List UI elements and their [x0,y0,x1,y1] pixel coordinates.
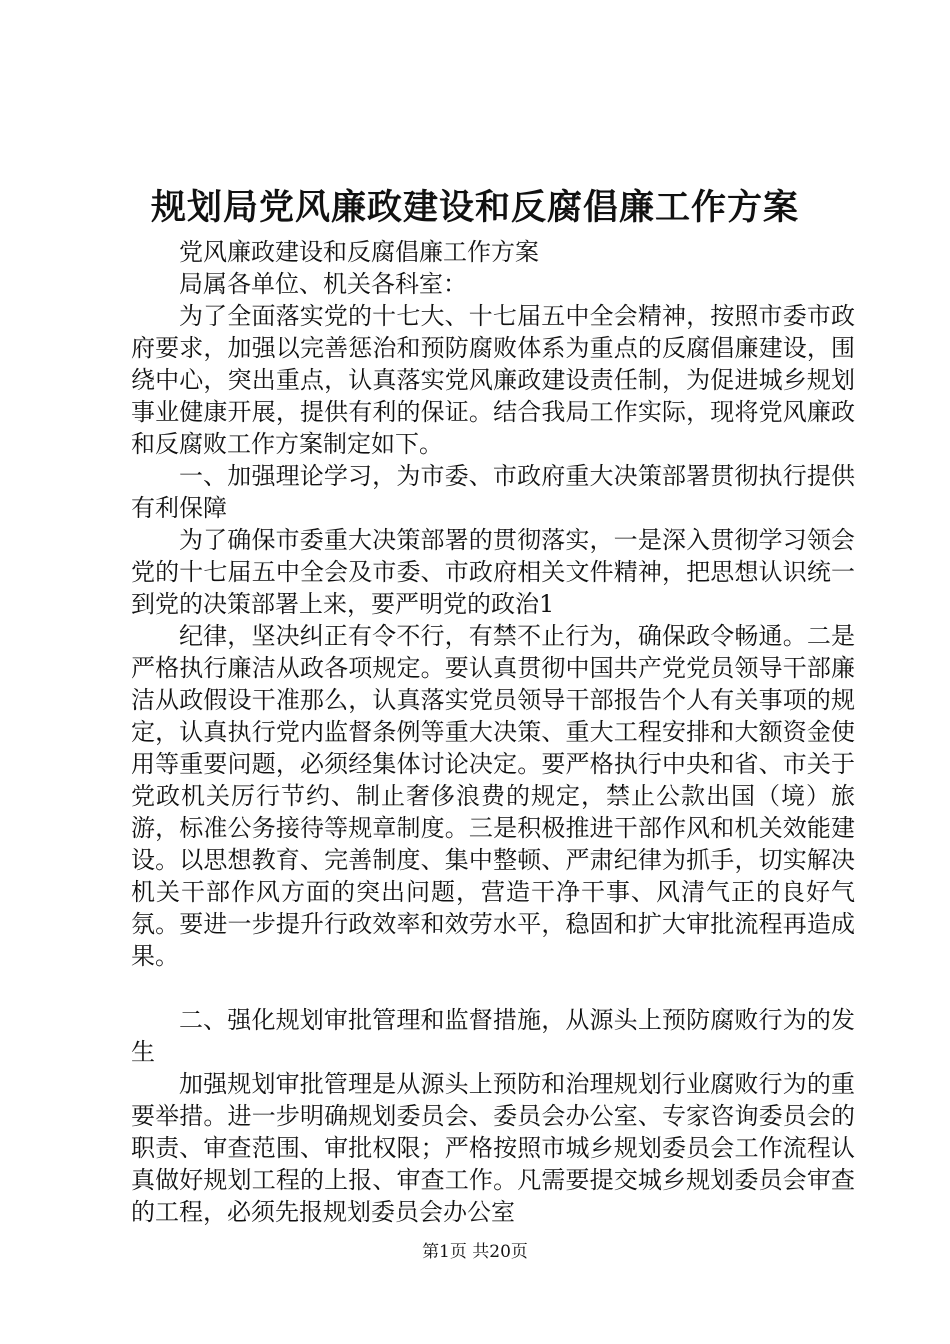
subtitle-paragraph: 党风廉政建设和反腐倡廉工作方案 [179,238,539,266]
section-1-paragraph-b: 纪律，坚决纠正有令不行，有禁不止行为，确保政令畅通。二是严格执行廉洁从政各项规定。要认真贯彻中国共产党党员领导干部廉洁从政假设干准那么，认真落实党员领导干部报告个人有关事项的规定，认真执行党内监督条例等重大决策、重大工程安排和大额资金使用等重要问题，必须经集体讨论决定。要严格执行中央和省、市关于党政机关厉行节约、制止奢侈浪费的规定，禁止公款出国（境）旅游，标准公务接待等规章制度。三是积极推进干部作风和机关效能建设。以思想教育、完善制度、集中整顿、严肃纪律为抓手，切实解决机关干部作风方面的突出问题，营造干净干事、风清气正的良好气氛。要进一步提升行政效率和效劳水平，稳固和扩大审批流程再造成果。 [131,622,855,970]
salutation-paragraph: 局属各单位、机关各科室： [179,270,467,298]
document-title: 规划局党风廉政建设和反腐倡廉工作方案 [150,187,799,228]
document-body [131,236,855,1228]
section-2-paragraph: 加强规划审批管理是从源头上预防和治理规划行业腐败行为的重要举措。进一步明确规划委员会、委员会办公室、专家咨询委员会的职责、审查范围、审批权限；严格按照市城乡规划委员会工作流程认真做好规划工程的上报、审查工作。凡需要提交城乡规划委员会审查的工程，必须先报规划委员会办公室 [131,1070,855,1226]
page-footer: 第1页 共20页 [422,1242,528,1262]
intro-paragraph: 为了全面落实党的十七大、十七届五中全会精神，按照市委市政府要求，加强以完善惩治和预防腐败体系为重点的反腐倡廉建设，围绕中心，突出重点，认真落实党风廉政建设责任制，为促进城乡规划事业健康开展，提供有利的保证。结合我局工作实际，现将党风廉政和反腐败工作方案制定如下。 [131,302,855,458]
section-1-paragraph-a: 为了确保市委重大决策部署的贯彻落实，一是深入贯彻学习领会党的十七届五中全会及市委、市政府相关文件精神，把思想认识统一到党的决策部署上来，要严明党的政治1 [131,526,855,618]
paragraph-spacer [131,972,855,1004]
section-heading-2: 二、强化规划审批管理和监督措施，从源头上预防腐败行为的发生 [131,1006,855,1066]
section-heading-1: 一、加强理论学习，为市委、市政府重大决策部署贯彻执行提供有利保障 [131,462,855,522]
